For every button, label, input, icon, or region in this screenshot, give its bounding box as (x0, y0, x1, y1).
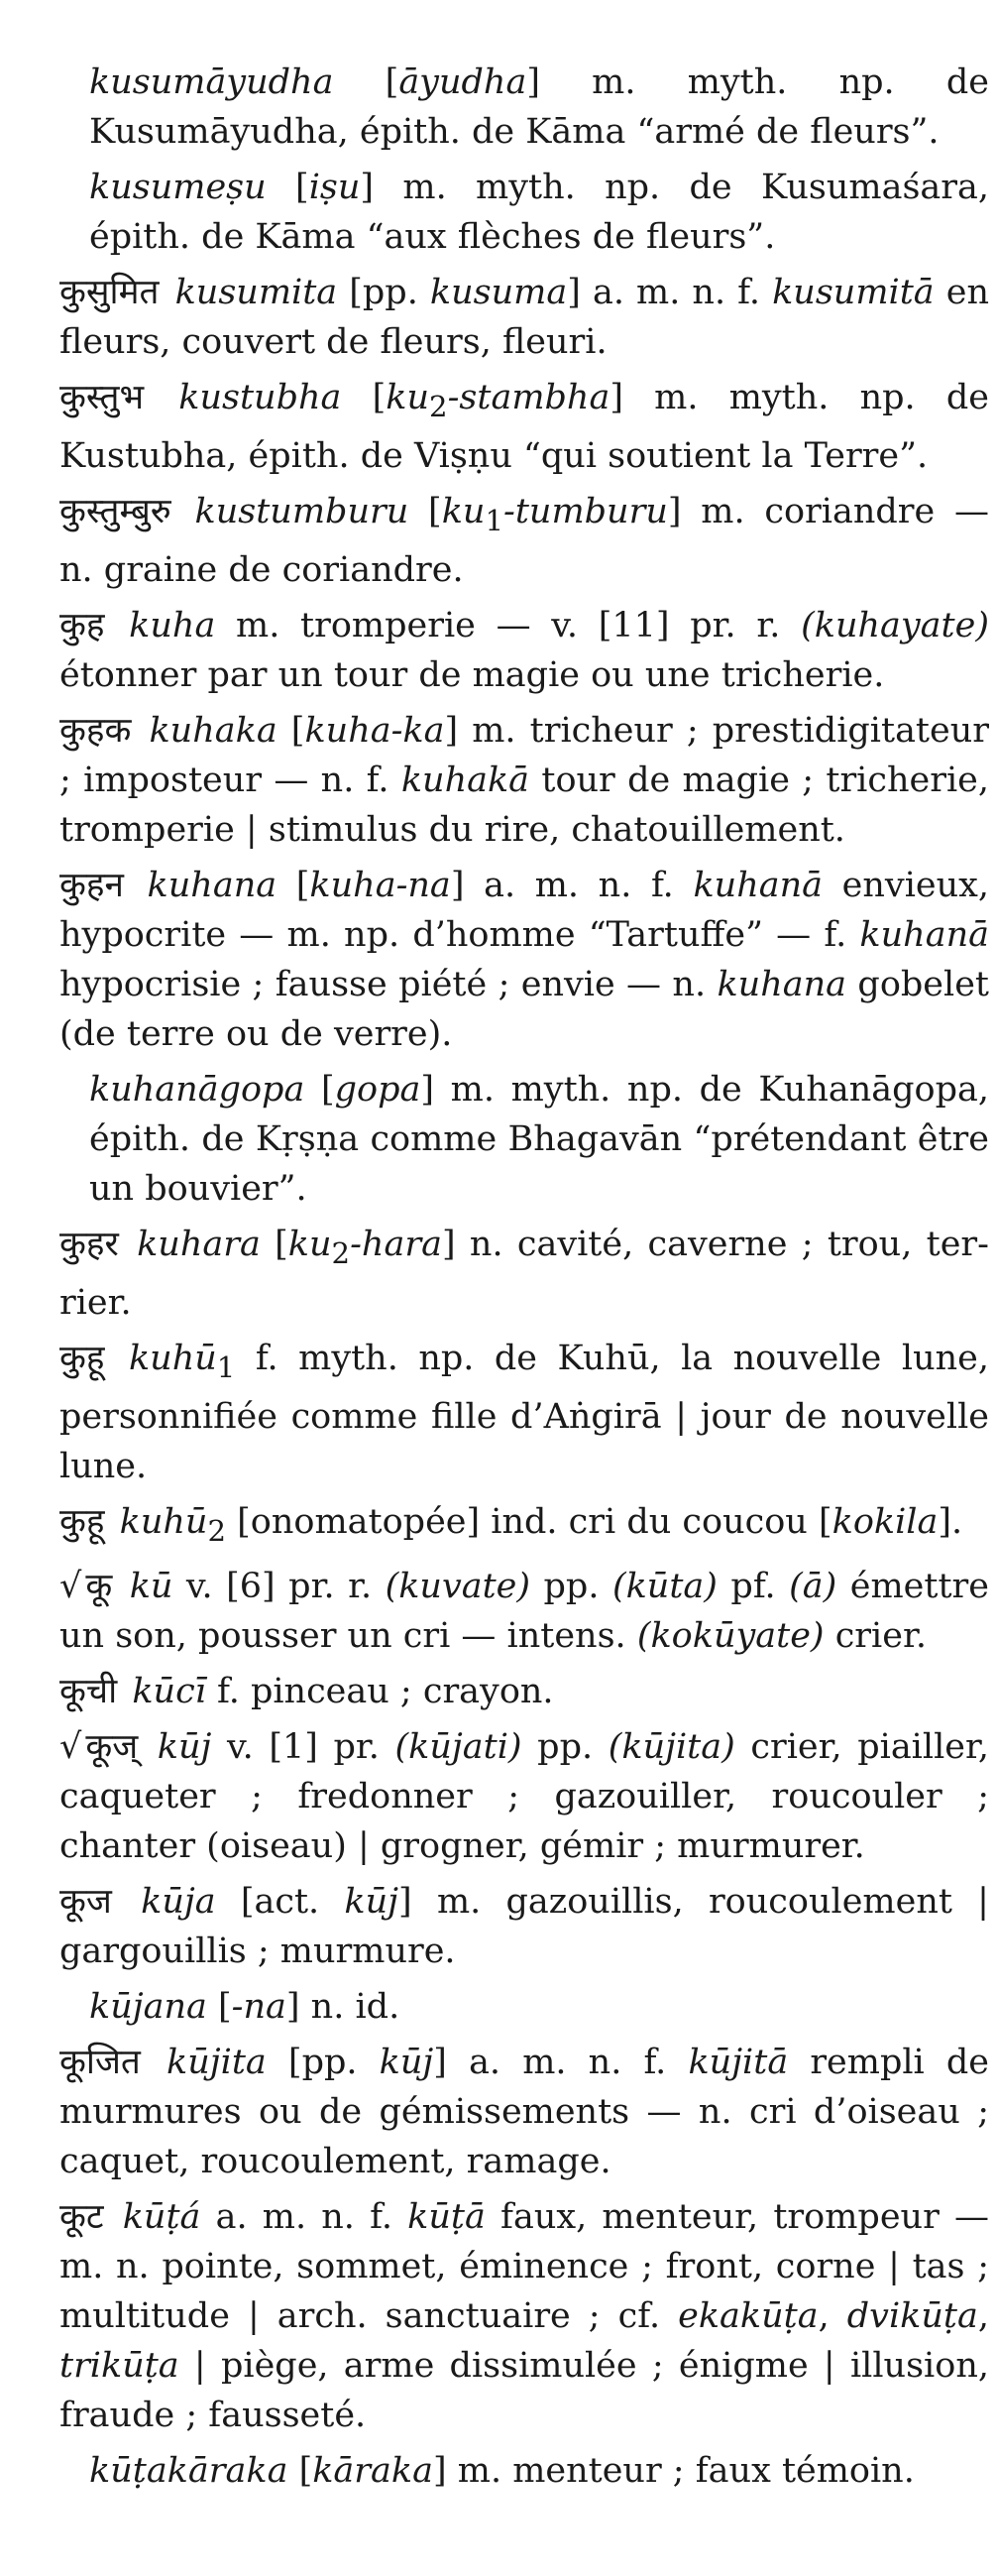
definition-text: tour de magie ; tricherie, tromperie | stimulus du rire, chatouillement. (59, 761, 989, 850)
definition-text: étonner par un tour de magie ou une tricherie. (59, 655, 885, 695)
dictionary-entry (59, 2038, 989, 2186)
italic-term: kuhakā (400, 761, 530, 800)
definition-text: [ (287, 2451, 313, 2491)
dictionary-entry (59, 373, 989, 481)
homonym-index: 2 (429, 390, 448, 423)
italic-term: (kokūyate) (636, 1616, 825, 1656)
definition-text: v. [1] pr. (211, 1727, 395, 1767)
headword: kūṭá (122, 2197, 201, 2237)
italic-term: gopa (334, 1070, 421, 1110)
italic-term: ku (441, 492, 486, 531)
definition-text: émettre un son, pousser un cri — intens. (59, 1567, 989, 1656)
definition-text: ] a. m. n. f. (433, 2043, 689, 2082)
italic-term: kuha-ka (304, 711, 445, 751)
dictionary-entry (59, 706, 989, 855)
definition-text: [onomatopée] ind. cri du coucou [ (226, 1502, 832, 1542)
homonym-index: 2 (331, 1236, 351, 1270)
dictionary-entry (59, 487, 989, 595)
definition-text: ] n. cavité, caverne ; trou, terrier. (59, 1225, 989, 1323)
homonym-index: 1 (216, 1350, 236, 1384)
definition-text: [pp. (266, 2043, 380, 2082)
devanagari-headword: कुसुमित (59, 273, 160, 312)
definition-text: faux, menteur, trompeur — m. n. pointe, sommet, éminence ; front, corne | tas ; multitude | arch. sanctuaire ; cf. (59, 2197, 989, 2336)
homonym-index: 2 (207, 1514, 227, 1548)
definition-text: [ (304, 1070, 335, 1110)
italic-term: kusuma (429, 273, 568, 312)
definition-text: ] m. coriandre — n. graine de coriandre. (59, 492, 990, 590)
sub-entry (59, 2446, 989, 2496)
headword: kuhaka (149, 711, 277, 751)
definition-text: gobelet (de terre ou de verre). (59, 965, 989, 1054)
definition-text: [pp. (337, 273, 430, 312)
italic-term: ku (287, 1225, 332, 1264)
devanagari-headword: कूजित (59, 2043, 141, 2082)
devanagari-headword: कूची (59, 1672, 118, 1711)
dictionary-entry (59, 601, 989, 700)
italic-term: kuhanā (859, 915, 989, 955)
dictionary-entry (59, 1722, 989, 1871)
definition-text: f. pinceau ; crayon. (205, 1672, 554, 1711)
devanagari-headword: कुहू (59, 1502, 105, 1542)
definition-text: m. tromperie — v. [11] pr. r. (215, 606, 802, 645)
italic-term: kuha-na (309, 866, 451, 905)
headword: kūcī (132, 1672, 206, 1711)
italic-term: -stambha (447, 378, 610, 417)
headword: kuhū (128, 1339, 217, 1378)
definition-text: ] m. myth. np. de Kuhanāgopa, épith. de Kṛṣṇa comme Bhagavān “prétendant être un bouvier”. (89, 1070, 990, 1209)
sub-entry (59, 163, 989, 262)
italic-term: kūjitā (688, 2043, 789, 2082)
definition-text: , (977, 2296, 989, 2336)
definition-text: | piège, arme dissimulée ; énigme | illusion, fraude ; fausseté. (59, 2346, 989, 2435)
headword: kūjita (166, 2043, 267, 2082)
definition-text: crier. (824, 1616, 927, 1656)
headword: kūṭakāraka (89, 2451, 288, 2491)
italic-term: kāraka (312, 2451, 433, 2491)
definition-text: pp. (530, 1567, 612, 1606)
definition-text: [ (333, 62, 399, 102)
definition-text: [act. (215, 1882, 345, 1922)
definition-text: ] m. myth. np. de Kustubha, épith. de Viṣṇu “qui soutient la Terre”. (59, 378, 989, 476)
definition-text: ] m. myth. np. de Kusumāyudha, épith. de Kāma “armé de fleurs”. (89, 62, 990, 152)
devanagari-headword: कुहू (59, 1339, 105, 1378)
definition-text: [ (408, 492, 442, 531)
definition-text: crier, piailler, caqueter ; fredonner ; gazouiller, roucouler ; chanter (oiseau) | grogner, gémir ; murmurer. (59, 1727, 989, 1866)
devanagari-headword: कुस्तुम्बुरु (59, 492, 171, 531)
definition-text: [ (277, 866, 310, 905)
definition-text: ] m. gazouillis, roucoulement | gargouillis ; murmure. (59, 1882, 989, 1971)
italic-term: iṣu (308, 168, 361, 207)
italic-term: kūj (344, 1882, 399, 1922)
definition-text: v. [6] pr. r. (172, 1567, 386, 1606)
devanagari-headword: कूट (59, 2197, 104, 2237)
headword: kuhanāgopa (89, 1070, 305, 1110)
headword: kustubha (178, 378, 342, 417)
italic-term: kuhanā (693, 866, 824, 905)
dictionary-entry (59, 1220, 989, 1328)
italic-term: (kuhayate) (801, 606, 989, 645)
italic-term: kūj (379, 2043, 434, 2082)
devanagari-headword: कुस्तुभ (59, 378, 145, 417)
definition-text: hypocrisie ; fausse piété ; envie — n. (59, 965, 718, 1004)
headword: kuha (129, 606, 216, 645)
dictionary-entry (59, 1334, 989, 1491)
dictionary-entry (59, 1497, 989, 1556)
definition-text: pp. (521, 1727, 609, 1767)
italic-term: -na (231, 1987, 286, 2027)
definition-text: ] a. m. n. f. (450, 866, 694, 905)
sub-entry (59, 1065, 989, 1214)
definition-text: ] m. tricheur ; prestidigitateur ; imposteur — n. f. (59, 711, 989, 800)
definition-text: [ (266, 168, 309, 207)
definition-text: , (818, 2296, 847, 2336)
definition-text: ] m. menteur ; faux témoin. (432, 2451, 915, 2491)
definition-text: [ (260, 1225, 288, 1264)
italic-term: (ā) (789, 1567, 837, 1606)
definition-text: ] n. id. (285, 1987, 400, 2027)
dictionary-entry (59, 861, 989, 1059)
headword: kūja (141, 1882, 216, 1922)
sub-entry (59, 1982, 989, 2032)
headword: kustumburu (194, 492, 409, 531)
italic-term: kokila (831, 1502, 939, 1542)
headword: kuhara (137, 1225, 261, 1264)
definition-text: a. m. n. f. (200, 2197, 408, 2237)
italic-term: -hara (350, 1225, 442, 1264)
italic-term: (kūta) (611, 1567, 718, 1606)
headword: kūj (157, 1727, 212, 1767)
definition-text: [ (341, 378, 387, 417)
devanagari-headword: कुहन (59, 866, 124, 905)
devanagari-headword: कुह (59, 606, 105, 645)
devanagari-headword: कुहक (59, 711, 132, 751)
dictionary-entry (59, 268, 989, 367)
definition-text: en fleurs, couvert de fleurs, fleuri. (59, 273, 989, 362)
headword: kusumita (174, 273, 338, 312)
italic-term: trikūṭa (59, 2346, 179, 2386)
headword: kusumāyudha (89, 62, 334, 102)
definition-text: pf. (717, 1567, 790, 1606)
definition-text: [ (206, 1987, 232, 2027)
italic-term: -tumburu (503, 492, 668, 531)
definition-text: f. myth. np. de Kuhū, la nouvelle lune, personnifiée comme fille d’Aṅgirā | jour de nouvelle lune. (59, 1339, 989, 1486)
dictionary-entry (59, 1667, 989, 1716)
italic-term: (kūjita) (608, 1727, 735, 1767)
devanagari-headword: कूज (59, 1882, 112, 1922)
italic-term: ku (386, 378, 430, 417)
italic-term: (kūjati) (394, 1727, 522, 1767)
homonym-index: 1 (485, 504, 504, 537)
devanagari-headword: कूज् (85, 1727, 139, 1767)
definition-text: ] a. m. n. f. (567, 273, 773, 312)
italic-term: āyudha (398, 62, 527, 102)
headword: kuhū (119, 1502, 208, 1542)
dictionary-entry (59, 1562, 989, 1661)
dictionary-entry (59, 1877, 989, 1976)
italic-term: kūṭā (407, 2197, 486, 2237)
italic-term: (kuvate) (385, 1567, 531, 1606)
entry-list (59, 58, 989, 2496)
definition-text: [ (277, 711, 305, 751)
headword: kuhana (147, 866, 277, 905)
devanagari-headword: कुहर (59, 1225, 119, 1264)
headword: kūjana (89, 1987, 207, 2027)
sub-entry (59, 58, 989, 157)
italic-term: dvikūṭa (846, 2296, 978, 2336)
dictionary-entry (59, 2192, 989, 2440)
root-sign-icon: √ (59, 1567, 82, 1606)
headword: kusumeṣu (89, 168, 267, 207)
definition-text: ]. (938, 1502, 963, 1542)
italic-term: kuhana (717, 965, 847, 1004)
italic-term: ekakūṭa (678, 2296, 819, 2336)
root-sign-icon: √ (59, 1727, 82, 1767)
devanagari-headword: कू (85, 1567, 113, 1606)
definition-text: ] m. myth. np. de Kusumaśara, épith. de Kāma “aux flèches de fleurs”. (89, 168, 990, 257)
headword: kū (129, 1567, 173, 1606)
definition-text: rempli de murmures ou de gémissements — n. cri d’oiseau ; caquet, roucoulement, ramage. (59, 2043, 990, 2181)
definition-text: envieux, hypocrite — m. np. d’homme “Tartuffe” — f. (59, 866, 990, 955)
italic-term: kusumitā (772, 273, 935, 312)
